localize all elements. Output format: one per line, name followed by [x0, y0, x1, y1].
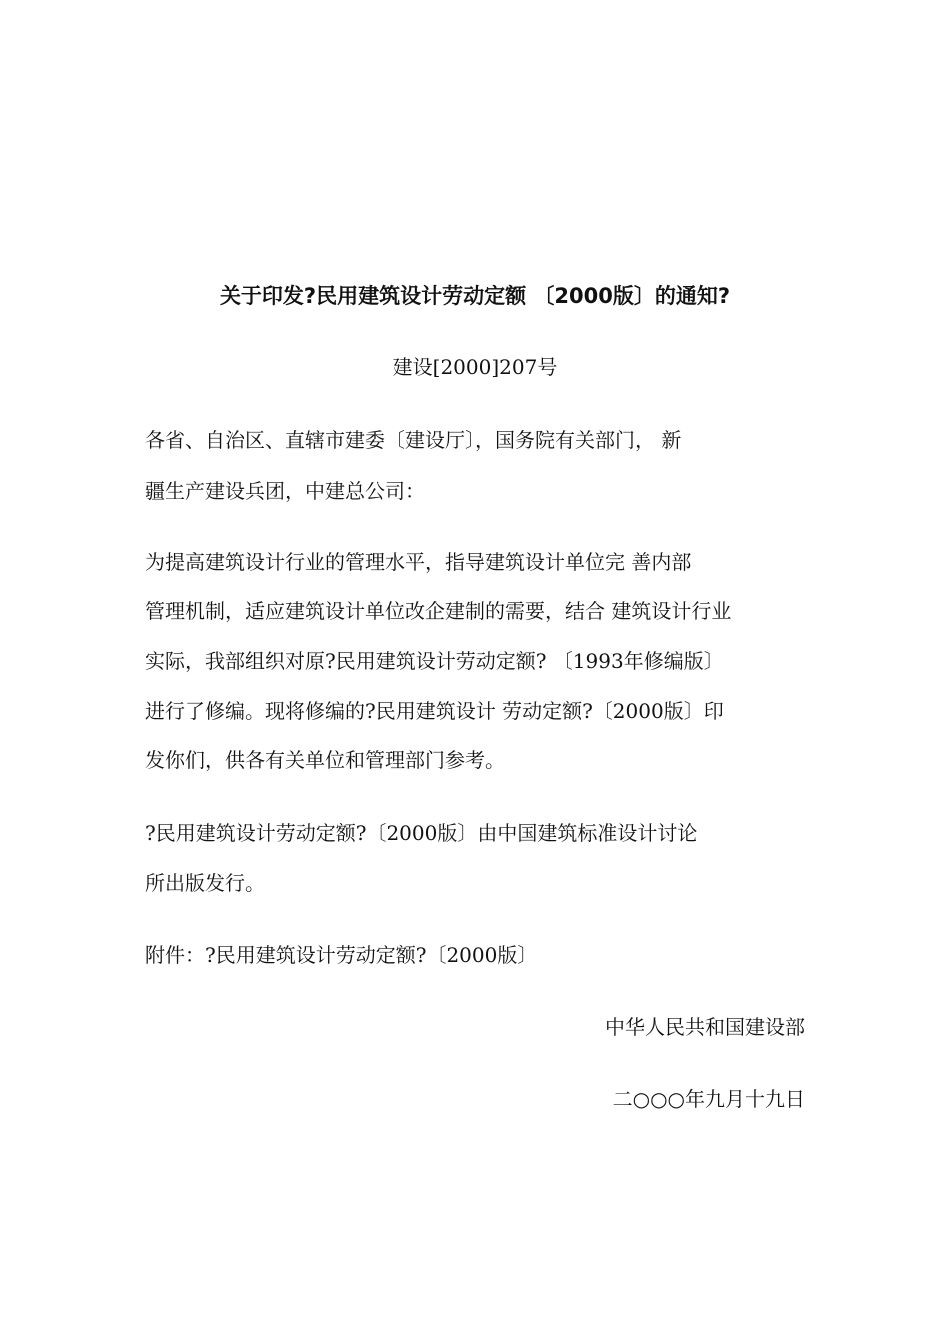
paragraph1-line-3: 实际，我部组织对原?民用建筑设计劳动定额? 〔1993年修编版〕: [145, 649, 724, 673]
document-number: 建设[2000]207号: [392, 355, 558, 379]
attachment-line: 附件：?民用建筑设计劳动定额?〔2000版〕: [145, 943, 538, 967]
issue-date: 二○○○年九月十九日: [612, 1087, 805, 1111]
document-title: 关于印发?民用建筑设计劳动定额 〔2000版〕的通知?: [219, 284, 731, 308]
paragraph1-line-5: 发你们，供各有关单位和管理部门参考。: [145, 748, 505, 772]
addressee-line-1: 各省、自治区、直辖市建委〔建设厅〕，国务院有关部门， 新: [145, 428, 682, 452]
addressee-line-2: 疆生产建设兵团，中建总公司：: [145, 479, 425, 503]
paragraph1-line-1: 为提高建筑设计行业的管理水平，指导建筑设计单位完 善内部: [145, 550, 692, 574]
issuer: 中华人民共和国建设部: [605, 1015, 805, 1039]
paragraph1-line-4: 进行了修编。现将修编的?民用建筑设计 劳动定额?〔2000版〕印: [145, 699, 724, 723]
paragraph2-line-2: 所出版发行。: [145, 871, 265, 895]
paragraph1-line-2: 管理机制，适应建筑设计单位改企建制的需要，结合 建筑设计行业: [145, 599, 732, 623]
paragraph2-line-1: ?民用建筑设计劳动定额?〔2000版〕由中国建筑标准设计讨论: [145, 821, 698, 845]
